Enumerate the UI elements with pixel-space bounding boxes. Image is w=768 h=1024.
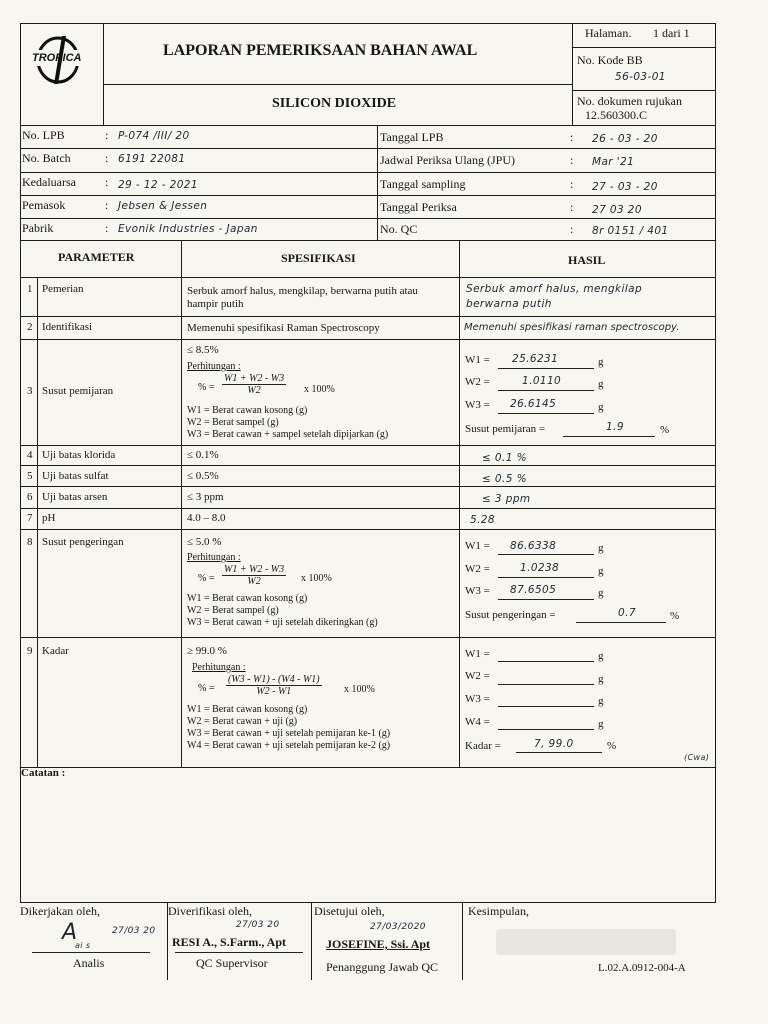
result-unit: %: [607, 740, 617, 752]
row-number: 4: [27, 449, 33, 461]
row-number: 2: [27, 321, 33, 333]
unit-gram: g: [598, 401, 604, 413]
dikerjakan-label: Dikerjakan oleh,: [20, 904, 100, 918]
param-ph: pH: [42, 512, 56, 524]
unit-gram: g: [598, 695, 604, 707]
no-lpb-value: P-074 /III/ 20: [118, 130, 190, 142]
w2-label: W2 =: [465, 376, 490, 388]
kedaluarsa-label: Kedaluarsa: [22, 175, 76, 189]
analis-date: 27/03 20: [112, 926, 156, 936]
row-number: 5: [27, 470, 33, 482]
param-pemerian: Pemerian: [42, 283, 84, 295]
no-batch-label: No. Batch: [22, 151, 71, 165]
w2-value: 1.0238: [520, 562, 560, 574]
spec-pemerian-line1: Serbuk amorf halus, mengkilap, berwarna putih atau: [187, 285, 418, 297]
result-unit: %: [660, 424, 670, 436]
spec-limit: ≤ 8.5%: [187, 344, 219, 356]
spec-limit: ≤ 5.0 %: [187, 536, 222, 548]
conclusion-stamp: [496, 929, 676, 955]
company-logo: [28, 30, 92, 90]
row-number: 1: [27, 283, 33, 295]
form-code: L.02.A.0912-004-A: [598, 962, 686, 974]
analis-role: Analis: [73, 956, 105, 970]
w2-definition: W2 = Berat sampel (g): [187, 417, 279, 428]
w4-label: W4 =: [465, 716, 490, 728]
kesimpulan-label: Kesimpulan,: [468, 904, 529, 918]
analis-initials: ai s: [75, 941, 91, 950]
qc-supervisor-role: QC Supervisor: [196, 956, 268, 970]
no-qc-value: 8r 0151 / 401: [592, 225, 669, 237]
result-unit: %: [670, 610, 680, 622]
colon: :: [105, 198, 109, 212]
colon: :: [105, 128, 109, 142]
param-susut-pemijaran: Susut pemijaran: [42, 385, 114, 397]
formula-fraction: $\frac{(W3 - W1) - (W4 - W1)}{W2 - W1}$: [228, 674, 320, 697]
side-note: (Cwa): [684, 753, 710, 762]
formula-lhs: % =: [198, 382, 215, 393]
w3-value: 87.6505: [510, 584, 557, 596]
unit-gram: g: [598, 718, 604, 730]
code-label: No. Kode BB: [577, 53, 643, 67]
result-identifikasi: Memenuhi spesifikasi raman spectroscopy.: [464, 322, 680, 333]
page-value: 1 dari 1: [653, 26, 690, 40]
w1-label: W1 =: [465, 540, 490, 552]
unit-gram: g: [598, 650, 604, 662]
param-sulfat: Uji batas sulfat: [42, 470, 109, 482]
header-parameter: PARAMETER: [58, 250, 135, 264]
ref-doc-value: 12.560300.C: [585, 108, 648, 122]
colon: :: [570, 200, 574, 214]
spec-sulfat: ≤ 0.5%: [187, 470, 219, 482]
param-arsen: Uji batas arsen: [42, 491, 108, 503]
colon: :: [570, 153, 574, 167]
w2-label: W2 =: [465, 563, 490, 575]
code-value: 56-03-01: [615, 71, 666, 83]
formula-lhs: % =: [198, 573, 215, 584]
catatan-label: Catatan :: [21, 767, 66, 779]
unit-gram: g: [598, 378, 604, 390]
row-number: 8: [27, 536, 33, 548]
perhitungan-label: Perhitungan :: [187, 552, 241, 563]
header-spesifikasi: SPESIFIKASI: [281, 251, 356, 265]
spec-klorida: ≤ 0.1%: [187, 449, 219, 461]
colon: :: [105, 221, 109, 235]
w1-value: 86.6338: [510, 540, 557, 552]
tanggal-periksa-label: Tanggal Periksa: [380, 200, 457, 214]
pemasok-label: Pemasok: [22, 198, 66, 212]
param-klorida: Uji batas klorida: [42, 449, 116, 461]
w3-label: W3 =: [465, 693, 490, 705]
w3-label: W3 =: [465, 585, 490, 597]
jpu-label: Jadwal Periksa Ulang (JPU): [380, 153, 515, 167]
result-klorida: ≤ 0.1 %: [482, 452, 527, 464]
pj-name: JOSEFINE, Ssi. Apt: [326, 937, 431, 951]
param-identifikasi: Identifikasi: [42, 321, 93, 333]
perhitungan-label: Perhitungan :: [187, 361, 241, 372]
formula-fraction: $\frac{W1 + W2 - W3}{W2}$: [224, 373, 285, 396]
w1-value: 25.6231: [512, 353, 559, 365]
w1-label: W1 =: [465, 354, 490, 366]
w1-definition: W1 = Berat cawan kosong (g): [187, 405, 308, 416]
w1-definition: W1 = Berat cawan kosong (g): [187, 593, 308, 604]
unit-gram: g: [598, 565, 604, 577]
tanggal-sampling-label: Tanggal sampling: [380, 177, 466, 191]
spec-limit: ≥ 99.0 %: [187, 645, 227, 657]
w2-definition: W2 = Berat sampel (g): [187, 605, 279, 616]
w1-label: W1 =: [465, 648, 490, 660]
ref-doc-label: No. dokumen rujukan: [577, 94, 682, 108]
unit-gram: g: [598, 542, 604, 554]
w3-definition: W3 = Berat cawan + uji setelah dikeringkan (g): [187, 617, 378, 628]
result-arsen: ≤ 3 ppm: [482, 493, 531, 505]
no-lpb-label: No. LPB: [22, 128, 65, 142]
jpu-value: Mar '21: [592, 156, 635, 168]
w3-label: W3 =: [465, 399, 490, 411]
row-number: 7: [27, 512, 33, 524]
unit-gram: g: [598, 673, 604, 685]
analis-signature: A: [62, 920, 78, 945]
row-number: 3: [27, 385, 33, 397]
w3-definition: W3 = Berat cawan + sampel setelah dipijarkan (g): [187, 429, 389, 440]
tanggal-lpb-label: Tanggal LPB: [380, 130, 444, 144]
result-pemerian-line1: Serbuk amorf halus, mengkilap: [466, 283, 643, 295]
result-value: 0.7: [618, 607, 636, 619]
formula-multiplier: x 100%: [344, 684, 375, 695]
row-number: 9: [27, 645, 33, 657]
row-number: 6: [27, 491, 33, 503]
w3-definition: W3 = Berat cawan + uji setelah pemijaran ke-1 (g): [187, 728, 391, 739]
pj-date: 27/03/2020: [370, 922, 426, 932]
unit-gram: g: [598, 587, 604, 599]
disetujui-label: Disetujui oleh,: [314, 904, 385, 918]
colon: :: [570, 130, 574, 144]
tanggal-sampling-value: 27 - 03 - 20: [592, 181, 658, 193]
diverifikasi-label: Diverifikasi oleh,: [168, 904, 252, 918]
unit-gram: g: [598, 356, 604, 368]
w2-value: 1.0110: [522, 375, 562, 387]
formula-multiplier: x 100%: [304, 384, 335, 395]
no-qc-label: No. QC: [380, 222, 418, 236]
colon: :: [105, 175, 109, 189]
result-value: 1.9: [606, 421, 624, 433]
param-susut-pengeringan: Susut pengeringan: [42, 536, 124, 548]
w2-definition: W2 = Berat cawan + uji (g): [187, 716, 298, 727]
qc-supervisor-name: RESI A., S.Farm., Apt: [172, 935, 287, 949]
pabrik-label: Pabrik: [22, 221, 54, 235]
colon: :: [570, 222, 574, 236]
param-kadar: Kadar: [42, 645, 69, 657]
w1-definition: W1 = Berat cawan kosong (g): [187, 704, 308, 715]
formula-lhs: % =: [198, 683, 215, 694]
spec-ph: 4.0 – 8.0: [187, 512, 226, 524]
spec-arsen: ≤ 3 ppm: [187, 491, 224, 503]
spec-identifikasi: Memenuhi spesifikasi Raman Spectroscopy: [187, 322, 380, 334]
pabrik-value: Evonik Industries - Japan: [118, 223, 258, 235]
logo-text: TROPICA: [32, 52, 82, 64]
result-value: 7, 99.0: [534, 738, 574, 750]
report-title: LAPORAN PEMERIKSAAN BAHAN AWAL: [163, 42, 478, 59]
material-name: SILICON DIOXIDE: [272, 96, 397, 111]
perhitungan-label: Perhitungan :: [192, 662, 246, 673]
header-hasil: HASIL: [568, 253, 606, 267]
formula-fraction: $\frac{W1 + W2 - W3}{W2}$: [224, 564, 285, 587]
pj-role: Penanggung Jawab QC: [326, 960, 438, 974]
result-ph: 5.28: [470, 514, 495, 526]
w4-definition: W4 = Berat cawan + uji setelah pemijaran ke-2 (g): [187, 740, 391, 751]
colon: :: [570, 177, 574, 191]
w3-value: 26.6145: [510, 398, 557, 410]
result-label: Susut pengeringan =: [465, 609, 556, 621]
formula-multiplier: x 100%: [301, 573, 332, 584]
no-batch-value: 6191 22081: [118, 153, 186, 165]
w2-label: W2 =: [465, 670, 490, 682]
result-label: Susut pemijaran =: [465, 423, 546, 435]
qc-date: 27/03 20: [236, 920, 280, 930]
spec-pemerian-line2: hampir putih: [187, 298, 244, 310]
result-label: Kadar =: [465, 740, 501, 752]
page-label: Halaman.: [585, 26, 632, 40]
pemasok-value: Jebsen & Jessen: [118, 200, 208, 212]
colon: :: [105, 151, 109, 165]
result-sulfat: ≤ 0.5 %: [482, 473, 527, 485]
kedaluarsa-value: 29 - 12 - 2021: [118, 179, 198, 191]
result-pemerian-line2: berwarna putih: [466, 298, 552, 310]
tanggal-lpb-value: 26 - 03 - 20: [592, 133, 658, 145]
tanggal-periksa-value: 27 03 20: [592, 204, 642, 216]
